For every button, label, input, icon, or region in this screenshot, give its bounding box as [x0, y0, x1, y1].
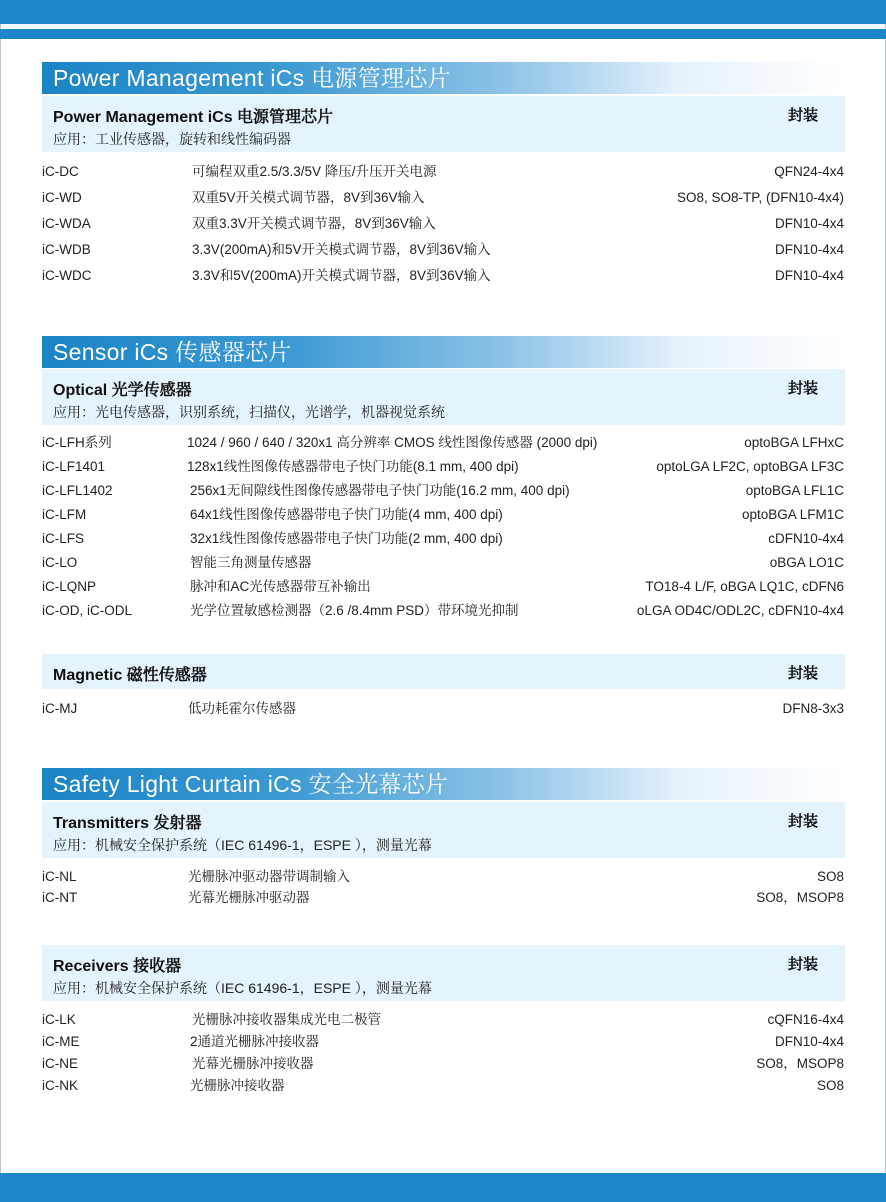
part-description: 脉冲和AC光传感器带互补输出: [190, 579, 371, 594]
optical-subheader-title: Optical 光学传感器: [53, 382, 192, 399]
magnetic-package-label: 封装: [787, 665, 818, 682]
part-number: iC-WD: [42, 190, 82, 205]
part-description: 光栅脉冲接收器集成光电二极管: [192, 1012, 381, 1027]
receivers-package-label: 封装: [787, 956, 818, 973]
table-row: [42, 601, 844, 621]
part-description: 128x1线性图像传感器带电子快门功能(8.1 mm, 400 dpi): [187, 459, 519, 474]
sensor-section-title: Sensor iCs 传感器芯片: [42, 336, 842, 368]
part-package: cDFN10-4x4: [768, 531, 844, 546]
part-package: DFN10-4x4: [774, 242, 844, 257]
part-package: QFN24-4x4: [774, 164, 844, 179]
transmitters-subheader-title: Transmitters 发射器: [53, 815, 202, 832]
part-number: iC-WDB: [42, 242, 91, 257]
part-description: 智能三角测量传感器: [190, 555, 312, 570]
part-description: 2通道光栅脉冲接收器: [190, 1034, 320, 1049]
safety-section-title: Safety Light Curtain iCs 安全光幕芯片: [42, 768, 842, 800]
part-package: oLGA OD4C/ODL2C, cDFN10-4x4: [636, 603, 844, 618]
table-row: [42, 240, 844, 260]
part-description: 3.3V(200mA)和5V开关模式调节器，8V到36V输入: [192, 242, 491, 257]
part-number: iC-OD, iC-ODL: [42, 603, 132, 618]
part-description: 32x1线性图像传感器带电子快门功能(2 mm, 400 dpi): [190, 531, 503, 546]
receivers-subheader-title: Receivers 接收器: [53, 958, 182, 975]
table-row: [42, 553, 844, 573]
part-description: 光栅脉冲驱动器带调制输入: [188, 869, 350, 884]
part-package: oBGA LO1C: [769, 555, 844, 570]
part-number: iC-LFM: [42, 507, 87, 522]
power-application-text: 应用：工业传感器，旋转和线性编码器: [53, 131, 291, 147]
optical-package-label: 封装: [787, 380, 818, 397]
power-subheader-title: Power Management iCs 电源管理芯片: [53, 109, 334, 126]
part-number: iC-LFH系列: [42, 435, 112, 450]
part-description: 256x1无间隙线性图像传感器带电子快门功能(16.2 mm, 400 dpi): [190, 483, 570, 498]
part-package: optoLGA LF2C, optoBGA LF3C: [656, 459, 844, 474]
part-package: TO18-4 L/F, oBGA LQ1C, cDFN6: [645, 579, 844, 594]
table-row: [42, 1054, 844, 1074]
part-number: iC-LFL1402: [42, 483, 113, 498]
part-package: SO8: [816, 1078, 844, 1093]
part-number: iC-LO: [42, 555, 78, 570]
part-number: iC-LFS: [42, 531, 85, 546]
magnetic-subheader: [42, 654, 845, 689]
part-number: iC-NK: [42, 1078, 78, 1093]
part-description: 光幕光栅脉冲驱动器: [188, 890, 310, 905]
part-description: 3.3V和5V(200mA)开关模式调节器，8V到36V输入: [192, 268, 491, 283]
table-row: [42, 888, 844, 908]
top-color-bar: [0, 0, 886, 24]
power-section-title: Power Management iCs 电源管理芯片: [42, 62, 842, 94]
part-number: iC-LF1401: [42, 459, 106, 474]
part-description: 光幕光栅脉冲接收器: [192, 1056, 314, 1071]
table-row: [42, 214, 844, 234]
bottom-color-bar: [0, 1173, 886, 1202]
part-package: SO8, SO8-TP, (DFN10-4x4): [676, 190, 844, 205]
part-number: iC-NT: [42, 890, 78, 905]
part-package: optoBGA LFHxC: [744, 435, 844, 450]
part-number: iC-WDC: [42, 268, 92, 283]
transmitters-application-text: 应用：机械安全保护系统（IEC 61496-1，ESPE ），测量光幕: [53, 837, 432, 853]
table-row: [42, 457, 844, 477]
part-description: 低功耗霍尔传感器: [188, 701, 296, 716]
receivers-application-text: 应用：机械安全保护系统（IEC 61496-1，ESPE ），测量光幕: [53, 980, 432, 996]
table-row: [42, 1010, 844, 1030]
receivers-subheader: [42, 945, 845, 1001]
table-row: [42, 529, 844, 549]
part-package: SO8: [816, 869, 844, 884]
part-description: 1024 / 960 / 640 / 320x1 高分辨率 CMOS 线性图像传感器 (2000 dpi): [187, 435, 598, 450]
part-package: optoBGA LFL1C: [745, 483, 844, 498]
optical-subheader: [42, 369, 845, 425]
table-row: [42, 1032, 844, 1052]
table-row: [42, 699, 844, 719]
part-number: iC-NE: [42, 1056, 78, 1071]
transmitters-subheader: [42, 802, 845, 858]
optical-application-text: 应用：光电传感器，识别系统，扫描仪，光谱学，机器视觉系统: [53, 404, 445, 420]
part-number: iC-LK: [42, 1012, 76, 1027]
part-description: 双重5V开关模式调节器，8V到36V输入: [192, 190, 425, 205]
power-subheader: [42, 96, 845, 152]
part-package: cQFN16-4x4: [767, 1012, 844, 1027]
table-row: [42, 433, 844, 453]
table-row: [42, 162, 844, 182]
part-description: 光学位置敏感检测器（2.6 /8.4mm PSD）带环境光抑制: [190, 603, 519, 618]
table-row: [42, 266, 844, 286]
part-package: SO8，MSOP8: [756, 890, 844, 905]
table-row: [42, 188, 844, 208]
table-row: [42, 867, 844, 887]
part-number: iC-WDA: [42, 216, 91, 231]
table-row: [42, 577, 844, 597]
part-number: iC-ME: [42, 1034, 80, 1049]
part-package: DFN10-4x4: [774, 216, 844, 231]
part-package: optoBGA LFM1C: [741, 507, 844, 522]
table-row: [42, 1076, 844, 1096]
table-row: [42, 481, 844, 501]
part-number: iC-DC: [42, 164, 79, 179]
part-description: 双重3.3V开关模式调节器，8V到36V输入: [192, 216, 436, 231]
magnetic-subheader-title: Magnetic 磁性传感器: [53, 667, 207, 684]
part-number: iC-NL: [42, 869, 77, 884]
table-row: [42, 505, 844, 525]
part-package: DFN10-4x4: [774, 1034, 844, 1049]
part-description: 可编程双重2.5/3.3/5V 降压/升压开关电源: [192, 164, 437, 179]
transmitters-package-label: 封装: [787, 813, 818, 830]
power-package-label: 封装: [787, 107, 818, 124]
part-package: SO8，MSOP8: [756, 1056, 844, 1071]
part-package: DFN10-4x4: [774, 268, 844, 283]
part-package: DFN8-3x3: [782, 701, 844, 716]
part-number: iC-LQNP: [42, 579, 97, 594]
part-description: 64x1线性图像传感器带电子快门功能(4 mm, 400 dpi): [190, 507, 503, 522]
part-description: 光栅脉冲接收器: [190, 1078, 285, 1093]
top-color-line: [0, 29, 886, 39]
part-number: iC-MJ: [42, 701, 78, 716]
